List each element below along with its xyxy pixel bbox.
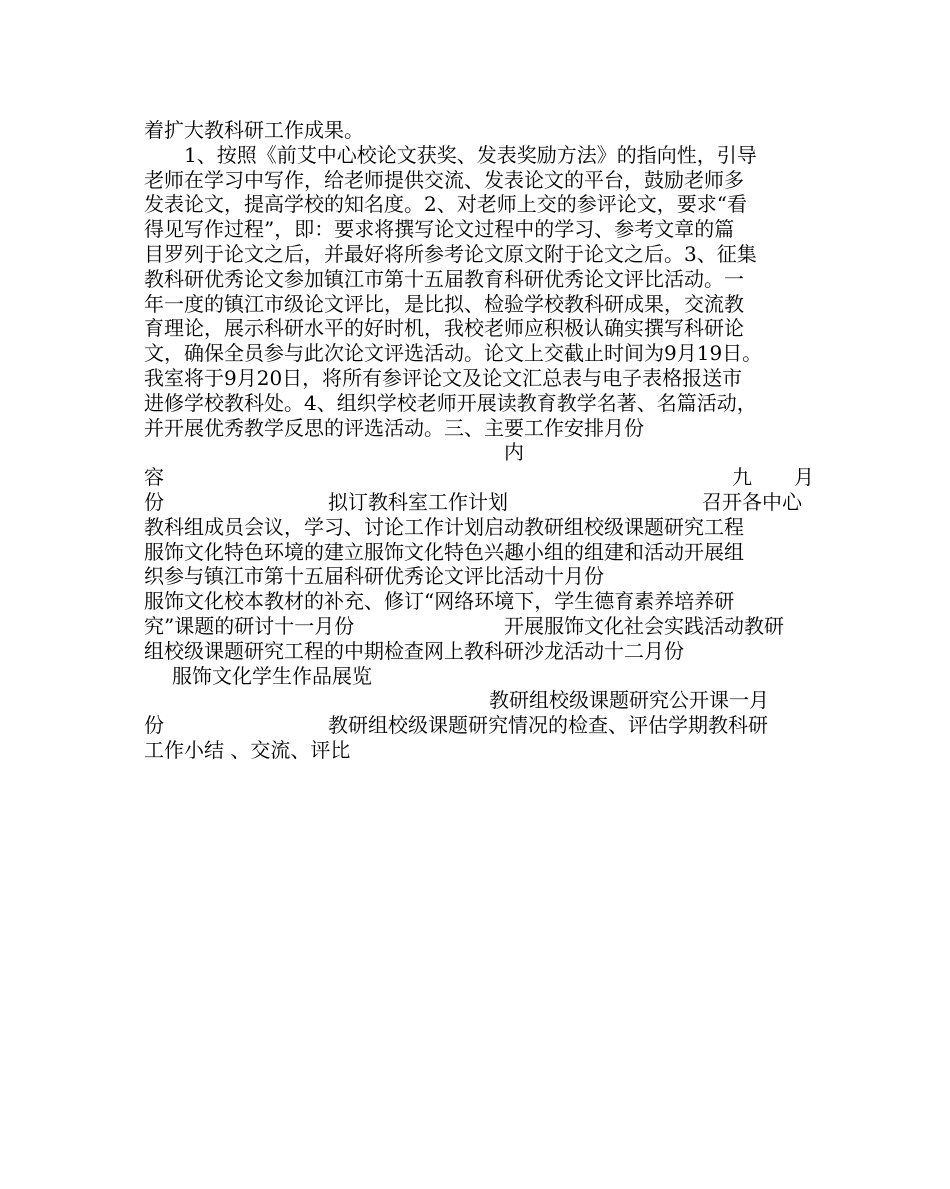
table-line: 组校级课题研究工程的中期检查网上教科研沙龙活动十二月份 [144, 638, 684, 663]
text-line: 教科研优秀论文参加镇江市第十五届教育科研优秀论文评比活动。一 [144, 266, 744, 291]
plan-item: 拟订教科室工作计划 [328, 489, 508, 514]
month-fen: 份 [144, 489, 164, 514]
text-line: 育理论，展示科研水平的好时机，我校老师应积极认确实撰写科研论 [144, 316, 744, 341]
text-line: 并开展优秀教学反思的评选活动。三、主要工作安排月份 [144, 415, 644, 440]
table-text: 教研组校级课题研究情况的检查、评估学期教科研 [328, 713, 768, 738]
text-line: 文，确保全员参与此次论文评选活动。论文上交截止时间为9月19日。 [144, 341, 763, 366]
text-line: 着扩大教科研工作成果。 [144, 118, 364, 142]
month-yue: 月 [794, 465, 814, 490]
table-text: 究”课题的研讨十一月份 [144, 613, 355, 638]
table-line: 工作小结 、交流、评比 [144, 737, 351, 762]
table-line [144, 490, 814, 515]
table-line: 教科组成员会议，学习、讨论工作计划启动教研组校级课题研究工程 [144, 514, 744, 539]
table-line [144, 465, 814, 490]
table-line [144, 614, 814, 639]
table-text: 开展服饰文化社会实践活动教研 [504, 613, 784, 638]
table-line [144, 713, 814, 738]
table-header-rong: 容 [144, 465, 164, 490]
table-line: 织参与镇江市第十五届科研优秀论文评比活动十月份 [144, 564, 604, 589]
text-line: 进修学校教科处。4、组织学校老师开展读教育教学名著、名篇活动， [144, 390, 757, 415]
table-line: 服饰文化特色环境的建立服饰文化特色兴趣小组的组建和活动开展组 [144, 539, 744, 564]
text-line: 目罗列于论文之后，并最好将所参考论文原文附于论文之后。3、征集 [144, 241, 757, 266]
text-line: 我室将于9月20日，将所有参评论文及论文汇总表与电子表格报送市 [144, 365, 743, 390]
document-page [144, 118, 814, 763]
text-line: 发表论文，提高学校的知名度。2、对老师上交的参评论文，要求“看 [144, 192, 747, 217]
table-text: 教研组校级课题研究公开课一月 [489, 688, 769, 713]
text-line: 得见写作过程”，即：要求将撰写论文过程中的学习、参考文章的篇 [144, 217, 735, 242]
text-line: 1、按照《前艾中心校论文获奖、发表奖励方法》的指向性，引导 [184, 142, 757, 167]
table-line [144, 440, 814, 465]
table-line: 服饰文化学生作品展览 [172, 663, 372, 688]
meeting-item: 召开各中心 [702, 489, 802, 514]
month-jiu: 九 [732, 465, 752, 490]
table-header-nei: 内 [504, 440, 524, 465]
month-fen: 份 [144, 713, 164, 738]
table-line [144, 688, 814, 713]
text-line: 老师在学习中写作，给老师提供交流、发表论文的平台，鼓励老师多 [144, 167, 744, 192]
text-line: 年一度的镇江市级论文评比，是比拟、检验学校教科研成果，交流教 [144, 291, 744, 316]
table-line: 服饰文化校本教材的补充、修订“网络环境下，学生德育素养培养研 [144, 589, 735, 614]
